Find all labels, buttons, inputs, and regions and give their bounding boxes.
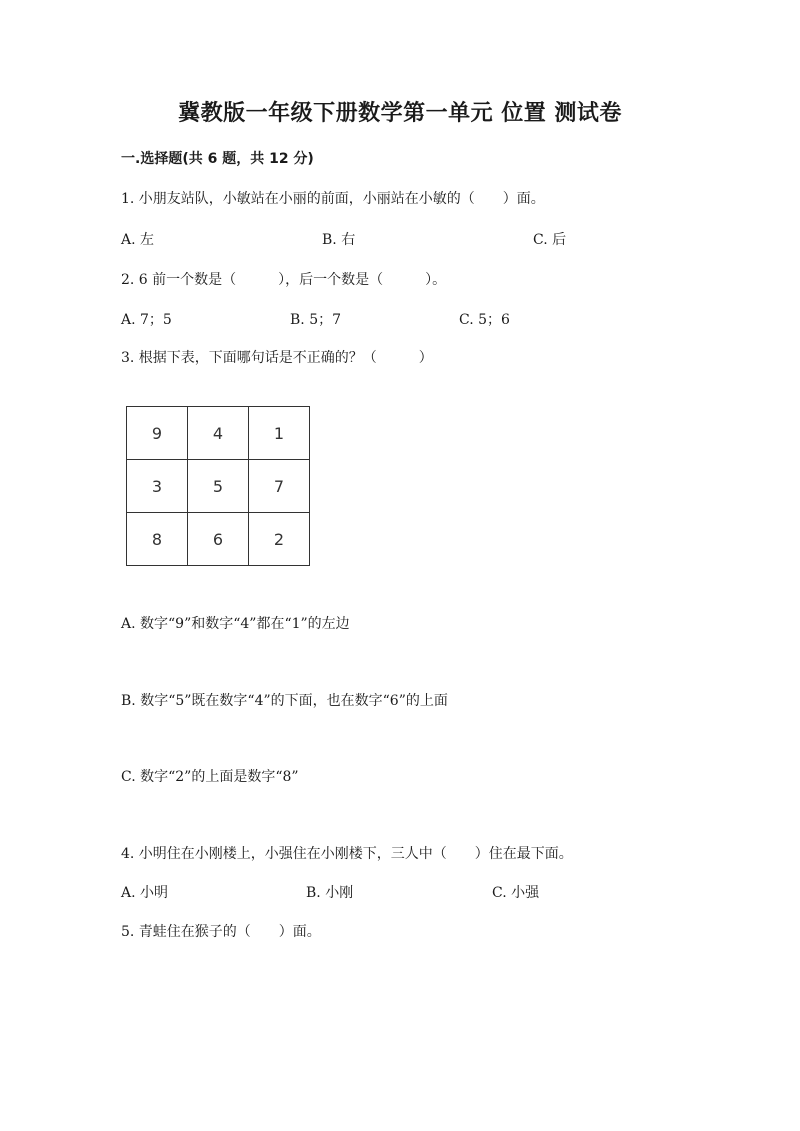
question-1-option-c: C. 后 (533, 232, 567, 248)
table-cell: 3 (127, 460, 188, 513)
table-cell: 7 (249, 460, 310, 513)
question-4-option-c: C. 小强 (492, 885, 540, 901)
table-row (127, 460, 310, 513)
number-grid-table (126, 406, 310, 566)
table-row (127, 513, 310, 566)
question-4-option-a: A. 小明 (121, 885, 169, 901)
table-row (127, 407, 310, 460)
question-3-option-b: B. 数字“5”既在数字“4”的下面，也在数字“6”的上面 (121, 693, 448, 709)
table-cell: 4 (188, 407, 249, 460)
page-title: 冀教版一年级下册数学第一单元 位置 测试卷 (178, 101, 622, 126)
question-2-text: 2. 6 前一个数是（ ），后一个数是（ ）。 (121, 272, 447, 288)
section-heading: 一.选择题(共 6 题，共 12 分) (121, 151, 314, 167)
table-cell: 9 (127, 407, 188, 460)
question-1-text: 1. 小朋友站队，小敏站在小丽的前面，小丽站在小敏的（ ）面。 (121, 191, 545, 207)
question-4-text: 4. 小明住在小刚楼上，小强住在小刚楼下，三人中（ ）住在最下面。 (121, 846, 573, 862)
table-cell: 8 (127, 513, 188, 566)
question-3-option-c: C. 数字“2”的上面是数字“8” (121, 769, 299, 785)
question-4-option-b: B. 小刚 (306, 885, 354, 901)
question-1-option-a: A. 左 (121, 232, 155, 248)
table-cell: 6 (188, 513, 249, 566)
question-1-option-b: B. 右 (322, 232, 356, 248)
table-cell: 5 (188, 460, 249, 513)
question-2-option-a: A. 7；5 (121, 312, 172, 328)
table-cell: 1 (249, 407, 310, 460)
question-3-text: 3. 根据下表，下面哪句话是不正确的？（ ） (121, 350, 433, 366)
table-cell: 2 (249, 513, 310, 566)
question-5-text: 5. 青蛙住在猴子的（ ）面。 (121, 924, 321, 940)
question-2-option-c: C. 5；6 (459, 312, 510, 328)
question-3-option-a: A. 数字“9”和数字“4”都在“1”的左边 (121, 616, 350, 632)
question-2-option-b: B. 5；7 (290, 312, 342, 328)
